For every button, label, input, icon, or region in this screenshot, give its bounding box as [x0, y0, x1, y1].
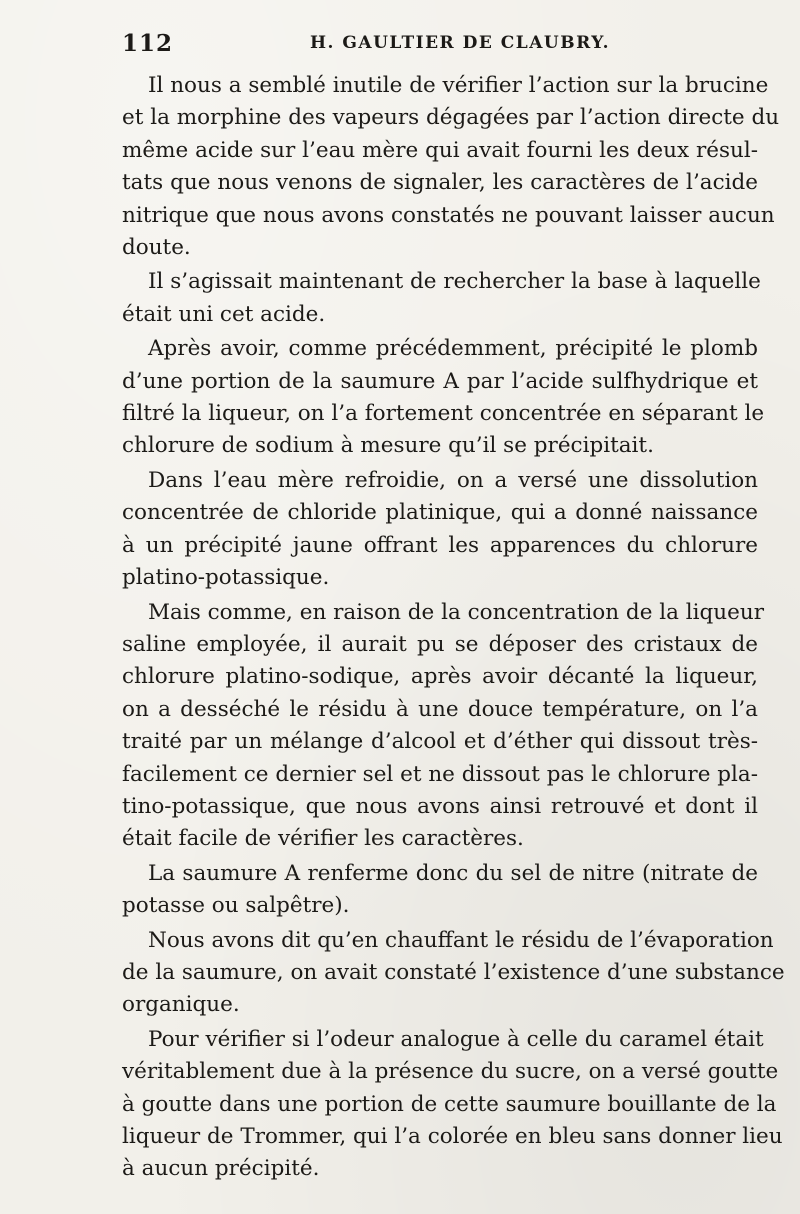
text-line: doute. — [122, 235, 191, 261]
text-line: de la saumure, on avait constaté l’existence d’une substance — [122, 959, 785, 985]
paragraph-7 — [122, 925, 785, 1022]
text-line: traité par un mélange d’alcool et d’éther qui dissout très- — [122, 729, 758, 755]
paragraph-3 — [122, 333, 765, 463]
text-line: Mais comme, en raison de la concentration de la liqueur — [148, 599, 764, 625]
text-line: d’une portion de la saumure A par l’acide sulfhydrique et — [122, 368, 758, 394]
text-line: et la morphine des vapeurs dégagées par l’action directe du — [122, 105, 780, 131]
text-line: Il nous a semblé inutile de vérifier l’action sur la brucine — [148, 73, 769, 98]
text-line: Pour vérifier si l’odeur analogue à celle du caramel était — [148, 1026, 764, 1052]
text-line: même acide sur l’eau mère qui avait fourni les deux résul- — [122, 137, 758, 163]
running-title: H. GAULTIER DE CLAUBRY. — [310, 33, 611, 53]
text-line: tats que nous venons de signaler, les caractères de l’acide — [122, 170, 758, 196]
text-line: on a desséché le résidu à une douce température, on l’a — [122, 696, 758, 722]
text-line: Après avoir, comme précédemment, précipité le plomb — [148, 336, 758, 362]
text-line: La saumure A renferme donc du sel de nitre (nitrate de — [148, 860, 758, 886]
paragraph-1 — [122, 70, 780, 264]
text-line: était facile de vérifier les caractères. — [122, 826, 524, 852]
paragraph-8 — [122, 1024, 783, 1186]
text-line: concentrée de chloride platinique, qui a donné naissance — [122, 500, 758, 526]
paragraph-4 — [122, 465, 758, 595]
text-line: Il s’agissait maintenant de rechercher la base à laquelle — [148, 269, 761, 295]
text-line: platino-potassique. — [122, 565, 330, 591]
running-head — [122, 30, 758, 62]
text-line: potasse ou salpêtre). — [122, 893, 350, 919]
body-text — [122, 70, 785, 1186]
text-line: facilement ce dernier sel et ne dissout pas le chlorure pla- — [122, 761, 758, 787]
page-number: 112 — [122, 30, 174, 57]
text-line: chlorure de sodium à mesure qu’il se précipitait. — [122, 433, 654, 459]
text-line: Dans l’eau mère refroidie, on a versé une dissolution — [148, 467, 758, 493]
text-line: chlorure platino-sodique, après avoir décanté la liqueur, — [122, 664, 758, 690]
text-line: organique. — [122, 992, 240, 1018]
text-line: à un précipité jaune offrant les apparences du chlorure — [122, 532, 758, 558]
paragraph-5 — [122, 597, 764, 856]
text-line: saline employée, il aurait pu se déposer des cristaux de — [122, 631, 758, 657]
text-line: tino-potassique, que nous avons ainsi retrouvé et dont il — [122, 793, 758, 819]
text-line: nitrique que nous avons constatés ne pouvant laisser aucun — [122, 202, 775, 228]
text-line: à goutte dans une portion de cette saumure bouillante de la — [122, 1091, 777, 1117]
text-line: liqueur de Trommer, qui l’a colorée en bleu sans donner lieu — [122, 1124, 783, 1149]
text-line: Nous avons dit qu’en chauffant le résidu de l’évaporation — [148, 927, 774, 953]
text-line: était uni cet acide. — [122, 301, 326, 327]
paragraph-2 — [122, 266, 761, 331]
paragraph-6 — [122, 858, 758, 923]
text-line: filtré la liqueur, on l’a fortement concentrée en séparant le — [122, 401, 765, 427]
text-line: véritablement due à la présence du sucre, on a versé goutte — [122, 1059, 779, 1085]
text-line: à aucun précipité. — [122, 1156, 320, 1182]
